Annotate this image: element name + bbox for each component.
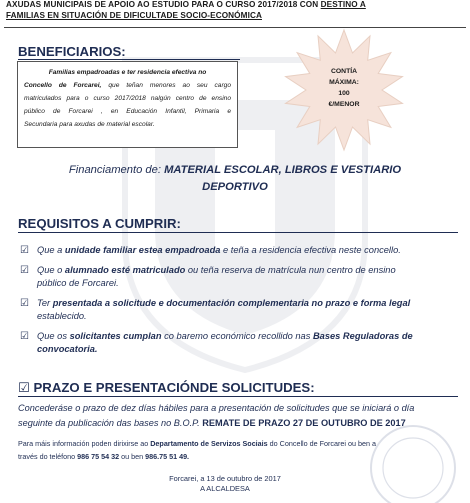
box-line-1: Familias empadroadas e ter residencia efectiva no (48, 69, 207, 76)
burst-line-1: CONTÍA (330, 68, 358, 75)
prazo-rule (18, 396, 458, 397)
beneficiarios-heading: BENEFICIARIOS: (18, 44, 126, 59)
phone-number-2: 986.75 51 49. (145, 452, 190, 461)
contact-info: Para máis información poden dirixirse ao Departamento de Servizos Sociais do Concello de Forcarei ou ben a través do teléfono 986 75 54 32 ou ben 986.75 51 49. (18, 439, 376, 461)
prazo-heading: ☑ PRAZO E PRESENTACIÓNDE SOLICITUDES: (18, 380, 315, 395)
checkbox-icon: ☑ (20, 245, 29, 256)
financiamento-text (40, 162, 430, 196)
title-line-1-underlined: DESTINO A (320, 0, 366, 9)
box-line-5: Secundaria para axudas de material escolar. (24, 121, 155, 128)
box-line-3: matriculados para o curso 2017/2018 nalgún centro de ensino (24, 95, 231, 102)
financiamento-items-cont: DEPORTIVO (202, 181, 268, 193)
title-line-1: AXUDAS MUNICIPAIS DE APOIO AO ESTUDIO PARA O CURSO 2017/2018 CON (6, 0, 321, 9)
beneficiarios-box (17, 61, 238, 148)
checkbox-icon: ☑ (20, 265, 29, 276)
requisitos-rule (18, 232, 458, 233)
checkbox-icon: ☑ (20, 298, 29, 309)
amount-burst-text (312, 66, 376, 110)
checkbox-icon: ☑ (20, 331, 29, 342)
deadline: REMATE DE PRAZO 27 DE OUTUBRO DE 2017 (202, 418, 406, 428)
burst-line-3: 100 (338, 90, 350, 97)
box-line-2: Concello de Forcarei, que teñan menores ao seu cargo (24, 82, 231, 89)
beneficiarios-rule (18, 59, 240, 60)
requisitos-heading: REQUISITOS A CUMPRIR: (18, 216, 181, 231)
burst-line-4: €/MENOR (328, 101, 360, 108)
signature-date: Forcarei, a 13 de outubro de 2017 (169, 474, 281, 483)
financiamento-prefix: Financiamento de: (68, 164, 165, 176)
title-line-2: FAMILIAS EN SITUACIÓN DE DIFICULTADE SOCIO-ECONÓMICA (6, 10, 262, 20)
department-name: Departamento de Servizos Sociais (150, 439, 268, 448)
financiamento-items: MATERIAL ESCOLAR, LIBROS E VESTIARIO (164, 164, 402, 176)
prazo-line-2: seguinte da publicación das bases no B.O.P. (18, 418, 203, 428)
official-seal-stamp (355, 408, 465, 503)
signature-block (150, 474, 300, 494)
checkbox-icon: ☑ (18, 380, 30, 395)
prazo-line-1: Concederáse o prazo de dez días hábiles para a presentación de solicitudes que se iniciará o día (18, 403, 415, 413)
document-page: AXUDAS MUNICIPAIS DE APOIO AO ESTUDIO PARA O CURSO 2017/2018 CON DESTINO A FAMILIAS EN SITUACIÓN DE DIFICULTADE SOCIO-ECONÓMICA BENEFICIARIOS: Familias empadroadas e ter residencia efectiva no Concello de Forcarei, que teñan menores ao seu cargo matriculados para o curso 2017/2018 nalgún centro de ensino público de Forcarei , en Educación Infantil, Primaria e Secundaria para axudas de material escolar. CONTÍA MÁXIMA: 100 €/MENOR Financiamento de: MATERIAL ESCOLAR, LIBROS E VESTIARIO DEPORTIVO REQUISITOS A CUMPRIR: ☑ Que a unidade familiar estea empadroada e teña a residencia efectiva neste concello. ☑ Que o alumnado esté matriculado ou teña reserva de matrícula nun centro de ensino público de Forcarei. ☑ Ter presentada a solicitude e documentación complementaria no prazo e forma legal establecido. ☑ Que os solicitantes cumplan co baremo económico recollido nas Bases Reguladoras de convocatoria. ☑ PRAZO E PRESENTACIÓNDE SOLICITUDES: Concederáse o prazo de dez días hábiles para a presentación de solicitudes que se iniciará o día seguinte da publicación das bases no B.O.P. REMATE DE PRAZO 27 DE OUTUBRO DE 2017 Para máis información poden dirixirse ao Departamento de Servizos Sociais do Concello de Forcarei ou ben a través do teléfono 986 75 54 32 ou ben 986.75 51 49. Forcarei, a 13 de outubro de 2017 A ALCALDESA (0, 0, 470, 495)
signature-title: A ALCALDESA (200, 484, 250, 493)
phone-number-1: 986 75 54 32 (77, 452, 120, 461)
box-line-4: público de Forcarei , en Educación Infantil, Primaria e (24, 108, 231, 115)
document-title (6, 0, 466, 21)
burst-line-2: MÁXIMA: (329, 79, 359, 86)
